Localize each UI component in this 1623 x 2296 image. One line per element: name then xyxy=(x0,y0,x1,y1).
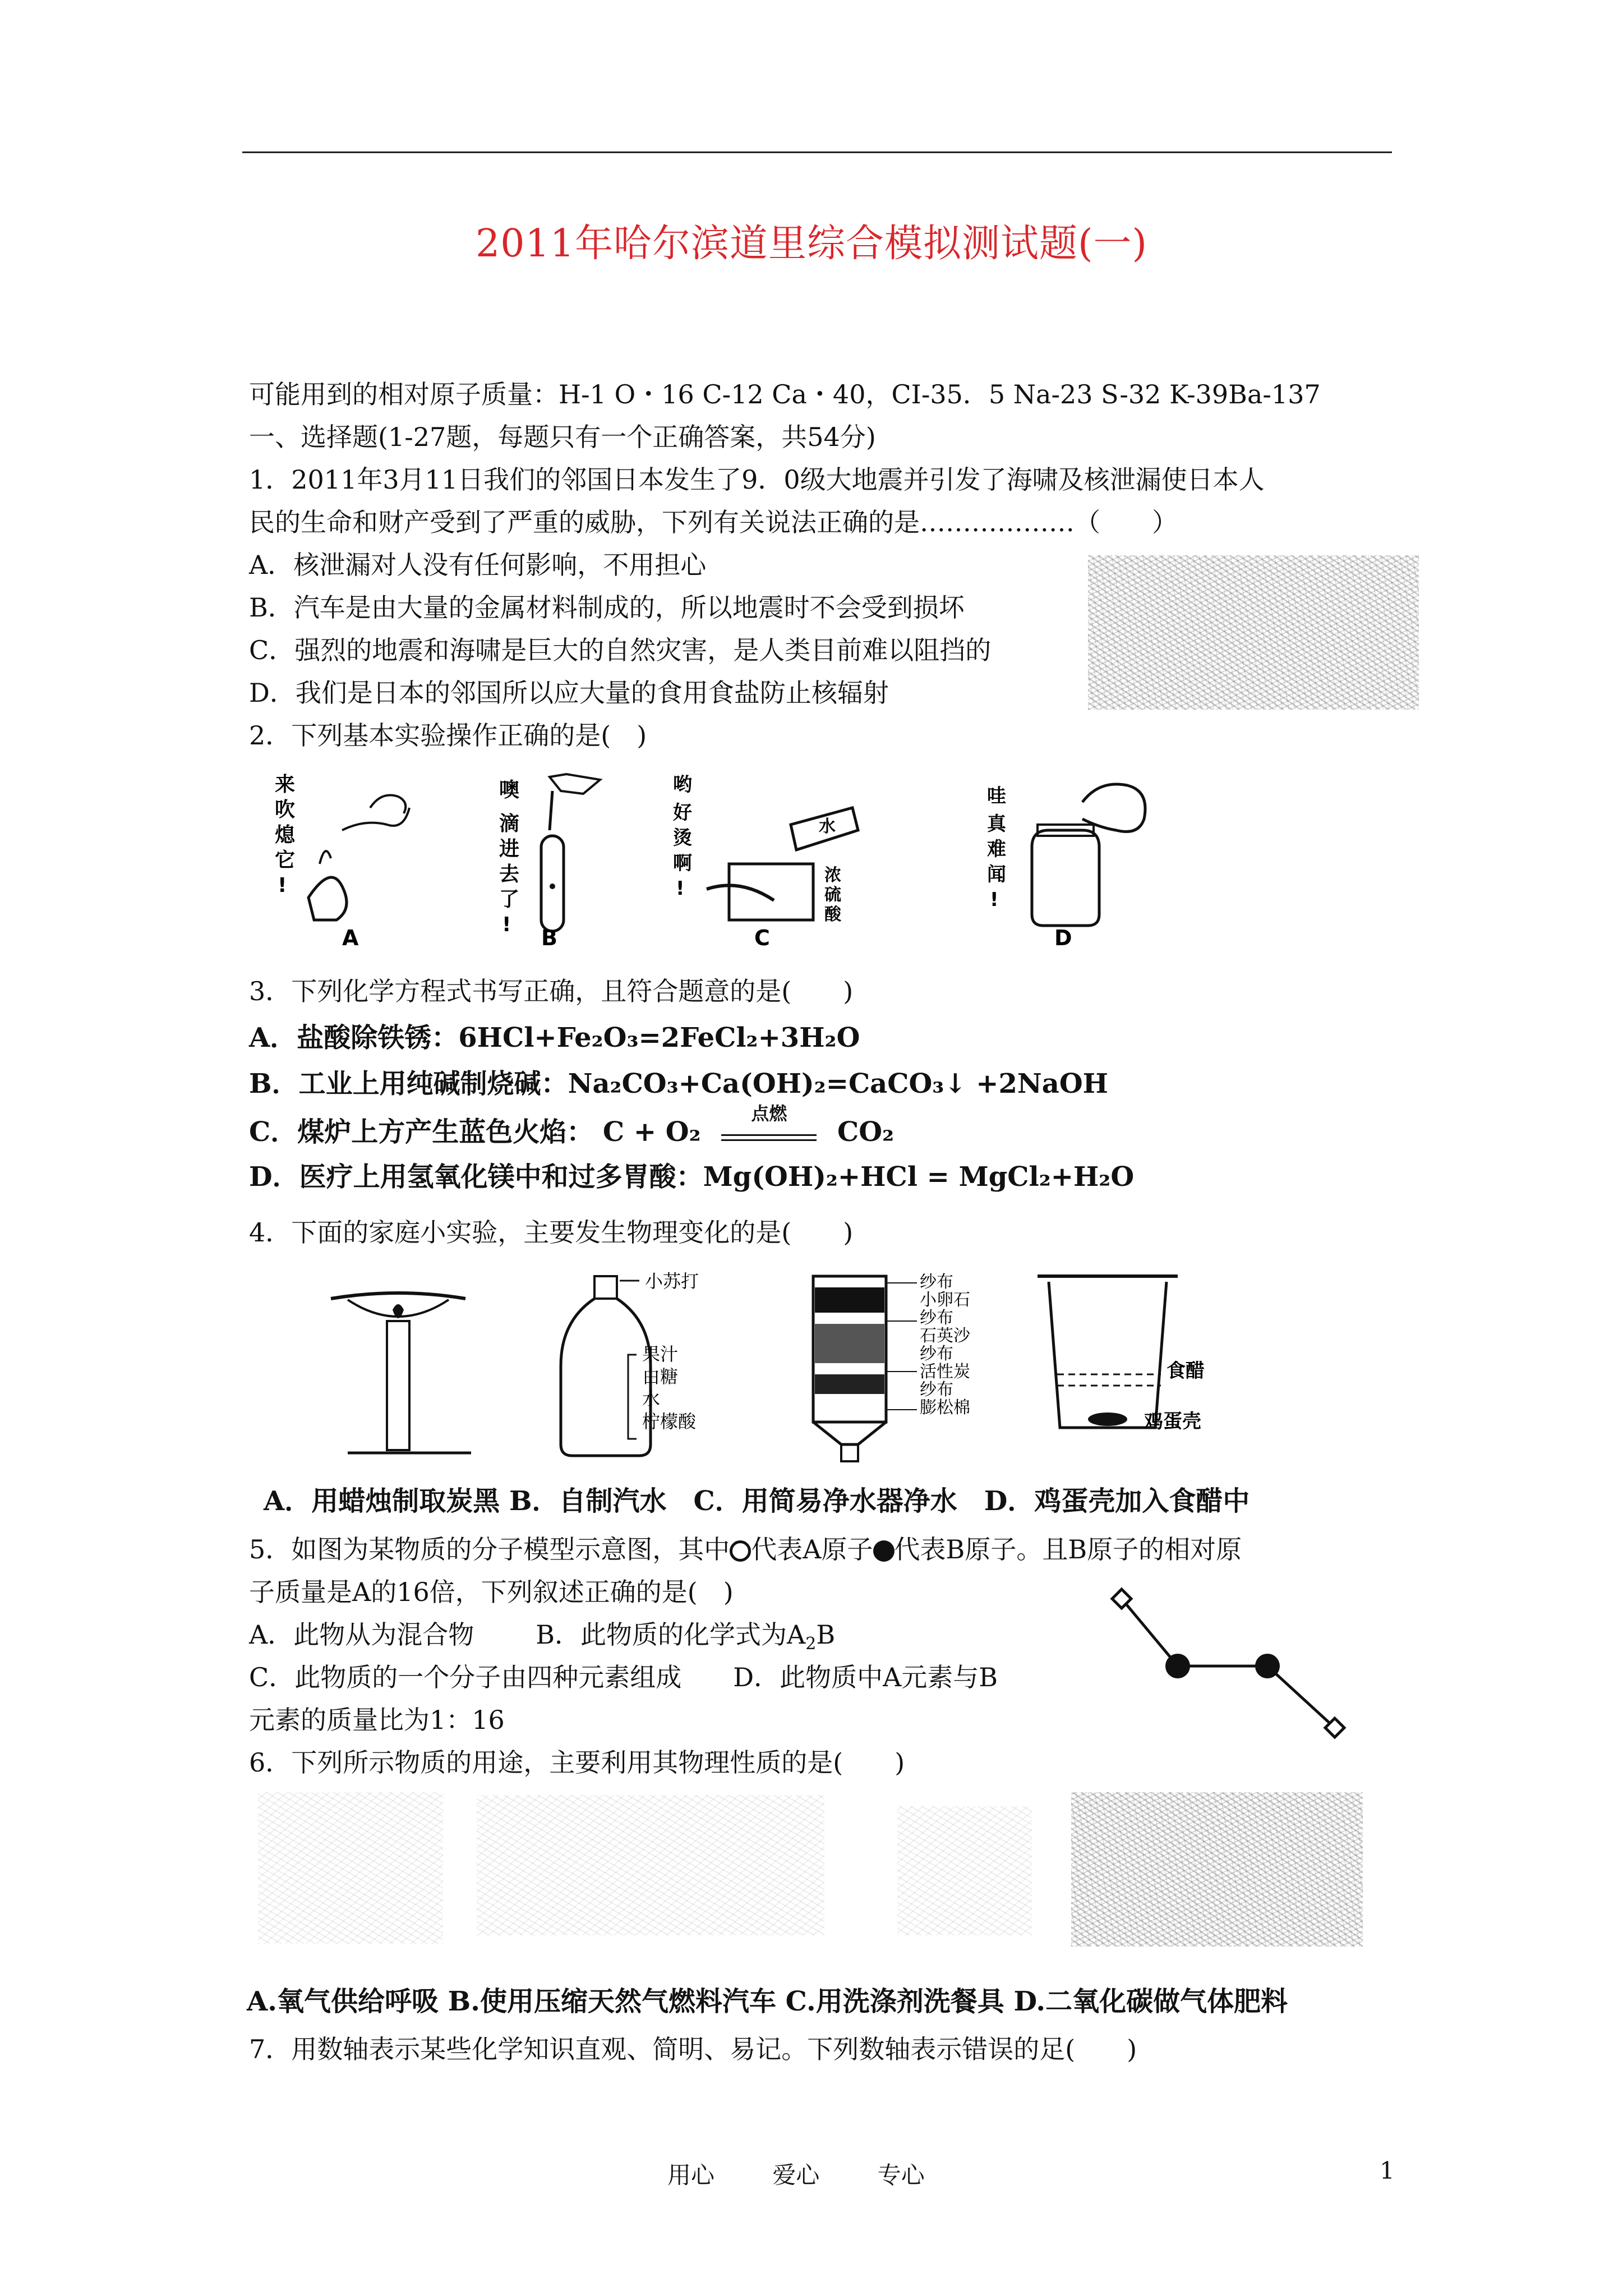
earthquake-photo xyxy=(1088,555,1419,710)
q3-option-d: D．医疗上用氢氧化镁中和过多胃酸：Mg(OH)₂+HCl = MgCl₂+H₂O xyxy=(249,1161,1135,1193)
greenhouse-photo xyxy=(1071,1792,1363,1947)
footer-item-3: 专心 xyxy=(877,2161,925,2189)
q3-option-b: B．工业上用纯碱制烧碱：Na₂CO₃+Ca(OH)₂=CaCO₃↓ +2NaOH xyxy=(249,1068,1108,1099)
q5-line5: 元素的质量比为1：16 xyxy=(249,1705,505,1735)
fig-c-speech-0: 哟 xyxy=(673,774,692,796)
fig-b-speech-3: 去 xyxy=(499,863,520,886)
fig-a-speech-0: 来 xyxy=(275,773,296,796)
footer-item-1: 用心 xyxy=(667,2161,715,2189)
fig-a-speech-2: 熄 xyxy=(275,823,296,846)
q1-option-a: A．核泄漏对人没有任何影响，不用担心 xyxy=(249,550,707,580)
figure-b-dropper xyxy=(499,774,600,950)
lab-operations-figure xyxy=(236,769,1245,954)
fig-c-speech-3: 啊 xyxy=(673,852,692,875)
fig-c-beaker-1: 硫 xyxy=(824,885,841,905)
q1-option-b: B．汽车是由大量的金属材料制成的，所以地震时不会受到损坏 xyxy=(249,592,965,623)
q1-stem-line1: 1．2011年3月11日我们的邻国日本发生了9．0级大地震并引发了海啸及核泄漏使日本人 xyxy=(249,464,1265,495)
molecule-model-figure xyxy=(1099,1588,1352,1739)
q5-line1-b: 代表A原子 xyxy=(751,1534,873,1565)
figure-c-acid-dilution xyxy=(673,774,858,950)
q3-stem: 3．下列化学方程式书写正确，且符合题意的是( ) xyxy=(249,976,854,1006)
filter-layer-6: 纱布 xyxy=(920,1380,953,1400)
bottle-content-0: 果汁 xyxy=(642,1343,679,1365)
bottle-content-2: 水 xyxy=(642,1388,661,1410)
fig-b-speech-2: 进 xyxy=(499,838,520,861)
bottle-top-label: 小苏打 xyxy=(645,1271,699,1292)
q4-stem: 4．下面的家庭小实验，主要发生物理变化的是( ) xyxy=(249,1217,854,1248)
q1-stem-line2: 民的生命和财产受到了严重的威胁，下列有关说法正确的是………………（ ） xyxy=(249,507,1178,537)
fig-label-a: A xyxy=(342,926,359,950)
q5-line3 xyxy=(249,1619,835,1654)
q4-options: A．用蜡烛制取炭黑 B．自制汽水 C．用简易净水器净水 D．鸡蛋壳加入食醋中 xyxy=(264,1485,1250,1517)
q5-option-b: B．此物质的化学式为A xyxy=(536,1619,806,1650)
q3-c-left: C．煤炉上方产生蓝色火焰： C + O₂ xyxy=(249,1116,701,1148)
q2-stem: 2．下列基本实验操作正确的是( ) xyxy=(249,720,647,751)
q3-c-condition xyxy=(721,1103,817,1141)
fig-c-speech-4: ! xyxy=(676,877,685,900)
filter-layer-5: 活性炭 xyxy=(920,1362,970,1382)
candle-plate-figure xyxy=(331,1293,471,1453)
q6-stem: 6．下列所示物质的用途，主要利用其物理性质的是( ) xyxy=(249,1747,905,1778)
q5-line1 xyxy=(249,1534,1242,1565)
q3-option-c xyxy=(249,1103,895,1149)
fig-a-speech-4: ! xyxy=(278,874,287,897)
fig-d-speech-1: 真 xyxy=(987,813,1006,835)
fig-b-speech-4: 了 xyxy=(499,888,520,911)
filter-layer-2: 纱布 xyxy=(920,1308,953,1328)
page-title: 2011年哈尔滨道里综合模拟测试题(一) xyxy=(475,222,1148,266)
gas-car-photo xyxy=(477,1795,824,1935)
footer-item-2: 爱心 xyxy=(772,2161,820,2189)
q5-option-b-end: B xyxy=(816,1619,836,1650)
bottle-content-1: 白糖 xyxy=(642,1366,679,1387)
fig-c-speech-1: 好 xyxy=(673,802,692,824)
filter-layer-4: 纱布 xyxy=(920,1344,953,1364)
figure-d-smelling xyxy=(987,784,1145,950)
home-experiments-figure xyxy=(314,1265,1324,1473)
fig-d-speech-2: 难 xyxy=(987,838,1006,861)
filter-layer-0: 纱布 xyxy=(920,1272,953,1292)
atom-a-icon xyxy=(730,1540,751,1562)
fig-d-speech-4: ! xyxy=(990,889,999,911)
filter-layer-7: 膨松棉 xyxy=(920,1398,970,1418)
q6-options: A.氧气供给呼吸 B.使用压缩天然气燃料汽车 C.用洗涤剂洗餐具 D.二氧化碳做气体肥料 xyxy=(247,1986,1288,2017)
fig-d-speech-0: 哇 xyxy=(987,785,1006,807)
q5-line2: 子质量是A的16倍，下列叙述正确的是( ) xyxy=(249,1577,734,1607)
filter-layer-3: 石英沙 xyxy=(920,1326,970,1346)
vinegar-cup-figure xyxy=(1038,1276,1205,1433)
q5-option-a: A．此物从为混合物 xyxy=(249,1619,474,1650)
atom-b-right xyxy=(1255,1654,1280,1678)
q3-option-a: A．盐酸除铁锈：6HCl+Fe₂O₃=2FeCl₂+3H₂O xyxy=(249,1022,860,1053)
fig-d-speech-3: 闻 xyxy=(987,863,1006,886)
fig-b-speech-1: 滴 xyxy=(499,812,520,835)
header-rule xyxy=(242,151,1392,153)
detergent-photo xyxy=(897,1806,1032,1935)
q3-c-right: CO₂ xyxy=(837,1116,895,1148)
filter-layer-1: 小卵石 xyxy=(920,1290,970,1310)
bottle-content-3: 柠檬酸 xyxy=(642,1411,697,1432)
fig-c-beaker-2: 酸 xyxy=(824,905,841,924)
page-number: 1 xyxy=(1380,2157,1395,2184)
fig-c-beaker-0: 浓 xyxy=(824,866,841,885)
cup-label-eggshell: 鸡蛋壳 xyxy=(1144,1410,1201,1433)
atomic-masses-line: 可能用到的相对原子质量：H-1 O・16 C-12 Ca・40，CI-35．5 Na-23 S-32 K-39Ba-137 xyxy=(249,379,1321,409)
atom-b-icon xyxy=(873,1540,895,1562)
fig-label-b: B xyxy=(541,926,557,950)
figure-a-alcohol-lamp xyxy=(275,773,409,950)
q1-option-c: C．强烈的地震和海啸是巨大的自然灾害，是人类目前难以阻挡的 xyxy=(249,635,992,665)
footer-motto xyxy=(667,2157,975,2191)
q5-line4: C．此物质的一个分子由四种元素组成 D．此物质中A元素与B xyxy=(249,1662,998,1692)
fig-c-speech-2: 烫 xyxy=(673,827,692,849)
fig-a-speech-1: 吹 xyxy=(275,798,296,821)
q5-line1-a: 5．如图为某物质的分子模型示意图，其中 xyxy=(249,1534,730,1565)
q3-c-condition-label: 点燃 xyxy=(751,1103,787,1124)
water-filter-figure xyxy=(813,1272,971,1461)
q5-line1-c: 代表B原子。且B原子的相对原 xyxy=(894,1534,1242,1565)
fig-label-c: C xyxy=(754,926,770,950)
section-heading: 一、选择题(1-27题，每题只有一个正确答案，共54分) xyxy=(249,422,876,452)
q1-option-d: D．我们是日本的邻国所以应大量的食用食盐防止核辐射 xyxy=(249,678,889,708)
fig-label-d: D xyxy=(1054,926,1072,950)
fig-b-speech-0: 噢 xyxy=(499,779,520,802)
fig-b-speech-5: ! xyxy=(502,913,511,936)
oxygen-photo xyxy=(258,1792,443,1944)
q5-option-b-subscript: 2 xyxy=(805,1634,817,1654)
q7-stem: 7．用数轴表示某些化学知识直观、简明、易记。下列数轴表示错误的足( ) xyxy=(249,2034,1137,2064)
fig-a-speech-3: 它 xyxy=(275,849,296,872)
atom-b-left xyxy=(1165,1654,1190,1678)
fig-c-bottle-label: 水 xyxy=(819,817,836,836)
soda-bottle-figure xyxy=(561,1271,699,1456)
cup-label-vinegar: 食醋 xyxy=(1166,1360,1205,1382)
